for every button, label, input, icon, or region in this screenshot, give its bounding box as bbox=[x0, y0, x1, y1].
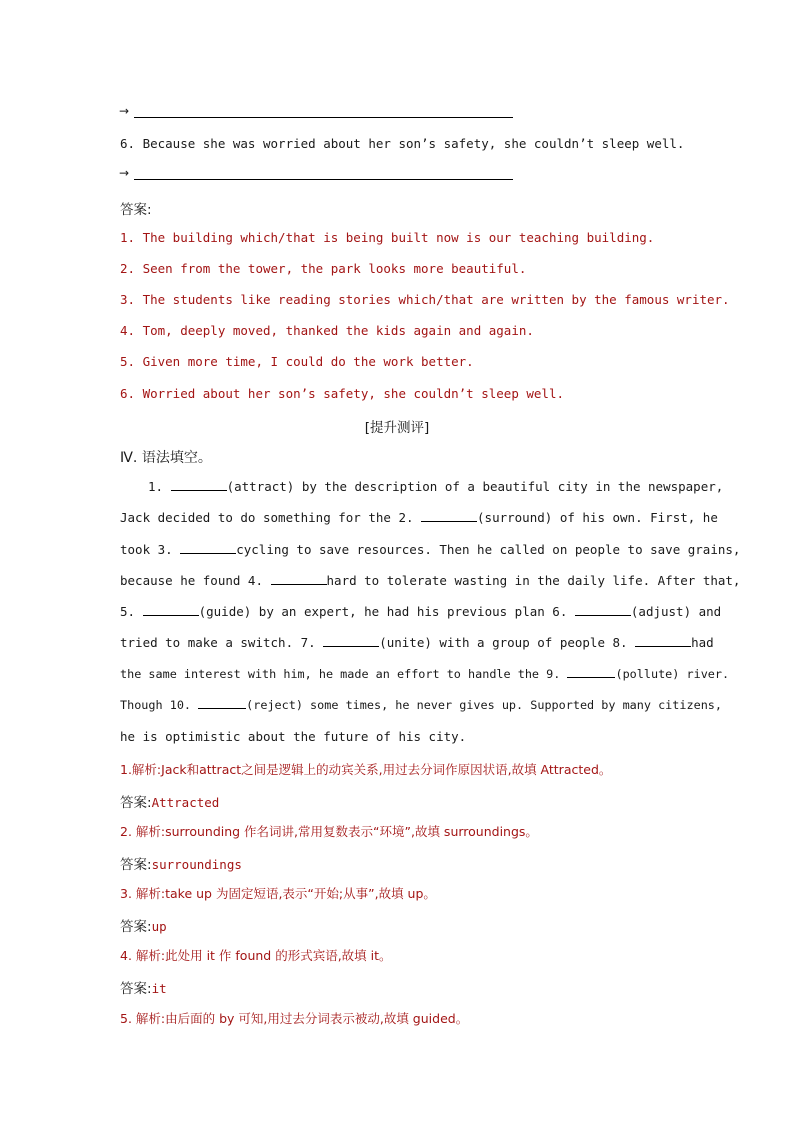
passage-line-8: Though 10. (reject) some times, he never gives up. Supported by many citizens, bbox=[120, 698, 722, 712]
passage-line-7: the same interest with him, he made an effort to handle the 9. (pollute) river. bbox=[120, 667, 730, 681]
blank-6 bbox=[575, 605, 631, 616]
passage-line-6: tried to make a switch. 7. (unite) with a group of people 8. had bbox=[120, 635, 714, 650]
passage-line-3: took 3. cycling to save resources. Then he called on people to save grains, bbox=[120, 542, 741, 557]
arrow-marker: → bbox=[119, 104, 130, 118]
answers-label: 答案: bbox=[120, 202, 152, 218]
section-heading: Ⅳ. 语法填空。 bbox=[120, 450, 212, 466]
blank-3 bbox=[180, 543, 236, 554]
section-title: [提升测评] bbox=[364, 420, 430, 436]
answer-item-5: 5. Given more time, I could do the work better. bbox=[120, 354, 474, 369]
blank-5 bbox=[143, 605, 199, 616]
passage-line-1: 1. (attract) by the description of a beautiful city in the newspaper, bbox=[148, 479, 724, 494]
passage-line-5: 5. (guide) by an expert, he had his previous plan 6. (adjust) and bbox=[120, 604, 722, 619]
blank-9 bbox=[567, 667, 615, 678]
answer-item-4: 4. Tom, deeply moved, thanked the kids again and again. bbox=[120, 323, 534, 338]
explanation-4: 4. 解析:此处用 it 作 found 的形式宾语,故填 it。 bbox=[120, 948, 392, 963]
answer-line-3: 答案:up bbox=[120, 919, 167, 935]
answer-item-6: 6. Worried about her son’s safety, she couldn’t sleep well. bbox=[120, 386, 565, 401]
answer-item-3: 3. The students like reading stories which/that are written by the famous writer. bbox=[120, 292, 730, 307]
answer-line-2: 答案:surroundings bbox=[120, 857, 242, 873]
blank-2 bbox=[421, 511, 477, 522]
blank-7 bbox=[323, 636, 379, 647]
explanation-2: 2. 解析:surrounding 作名词讲,常用复数表示“环境”,故填 surroundings。 bbox=[120, 824, 538, 839]
answer-line-4: 答案:it bbox=[120, 981, 167, 997]
blank-8 bbox=[635, 636, 691, 647]
blank-4 bbox=[271, 574, 327, 585]
passage-line-4: because he found 4. hard to tolerate wasting in the daily life. After that, bbox=[120, 573, 741, 588]
answer-item-1: 1. The building which/that is being built now is our teaching building. bbox=[120, 230, 655, 245]
answer-blank-line bbox=[134, 179, 513, 180]
explanation-5: 5. 解析:由后面的 by 可知,用过去分词表示被动,故填 guided。 bbox=[120, 1011, 469, 1026]
explanation-1: 1.解析:Jack和attract之间是逻辑上的动宾关系,用过去分词作原因状语,故填 Attracted。 bbox=[120, 762, 612, 777]
blank-10 bbox=[198, 698, 246, 709]
passage-line-9: he is optimistic about the future of his city. bbox=[120, 729, 467, 744]
passage-line-2: Jack decided to do something for the 2. (surround) of his own. First, he bbox=[120, 510, 718, 525]
arrow-marker: → bbox=[119, 166, 130, 180]
answer-item-2: 2. Seen from the tower, the park looks more beautiful. bbox=[120, 261, 527, 276]
answer-blank-line bbox=[134, 117, 513, 118]
explanation-3: 3. 解析:take up 为固定短语,表示“开始;从事”,故填 up。 bbox=[120, 886, 436, 901]
answer-line-1: 答案:Attracted bbox=[120, 795, 220, 811]
question-6: 6. Because she was worried about her son’s safety, she couldn’t sleep well. bbox=[120, 136, 685, 151]
blank-1 bbox=[171, 480, 227, 491]
